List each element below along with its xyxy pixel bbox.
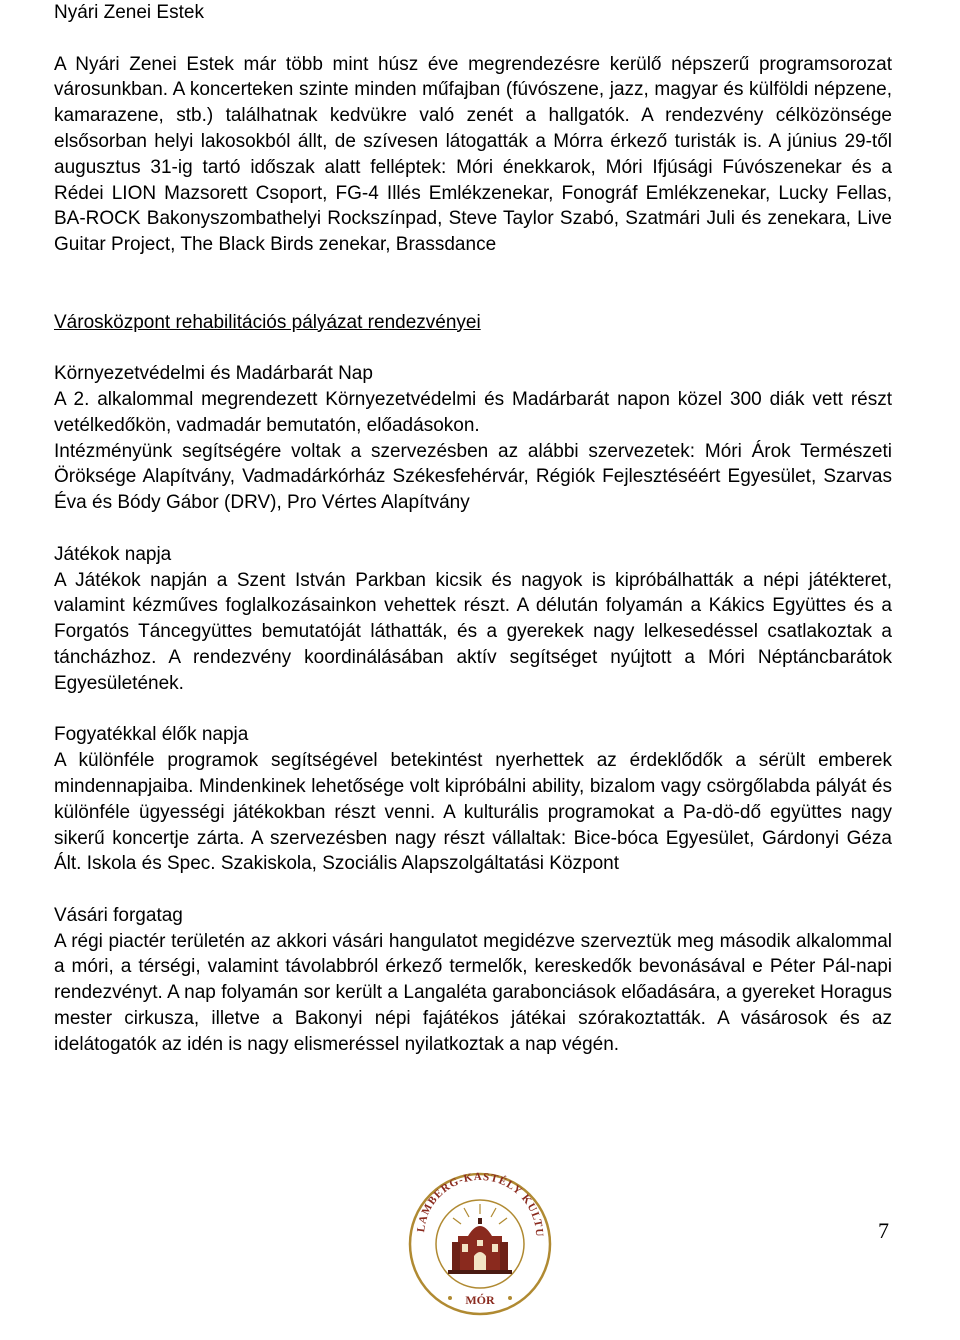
section-title-nyari-zenei-estek: Nyári Zenei Estek: [54, 2, 204, 23]
document-body: [54, 0, 892, 1058]
section-title-fogyatekkal-elok-napja: Fogyatékkal élők napja: [54, 724, 249, 746]
section-title-vasari-forgatag: Vásári forgatag: [54, 904, 183, 926]
section-title-jatekok-napja: Játékok napja: [54, 543, 172, 565]
paragraph-vasari-forgatag: A régi piactér területén az akkori vásári hangulatot megidézve szerveztük meg második alkalommal a móri, a térségi, valamint távolabbról érkező termelők, kereskedők bevonásával e Péter Pál-napi rendezvényt. A nap folyamán sor került a Langaléta garabonciások előadására, a gyereket Horagus mester cirkusza, illetve a Bakonyi népi fajátékos játékai szórakoztatták. A vásárosok és az idelátogatók az idén is nagy elismeréssel nyilatkoztak a nap végén.: [54, 930, 892, 1055]
institution-logo-emblem: [406, 1158, 554, 1334]
logo-ring-text: LAMBERG-KASTÉLY KULTU: [415, 1170, 546, 1238]
page-number: 7: [878, 1218, 889, 1243]
paragraph-kornyezetvedelmi-nap-2: Intézményünk segítségére voltak a szervezésben az alábbi szervezetek: Móri Árok Természeti Öröksége Alapítvány, Vadmadárkórház Székesfehérvár, Régiók Fejlesztéséért Egyesület, Szarvas Éva és Bódy Gábor (DRV), Pro Vértes Alapítvány: [54, 440, 892, 514]
section-title-varoskozpont: Városközpont rehabilitációs pályázat rendezvényei: [54, 311, 481, 333]
paragraph-fogyatekkal-elok-napja: A különféle programok segítségével betekintést nyerhettek az érdeklődők a sérült emberek mindennapjaiba. Mindenkinek lehetősége volt kipróbálni ability, bizalom vagy csörgőlabda pályát és különféle ügyességi játékokban részt venni. A kulturális programokat a Pa-dö-dő együttes nagy sikerű koncertje zárta. A szervezésben nagy részt vállaltak: Bice-bóca Egyesület, Gárdonyi Géza Ált. Iskola és Spec. Szakiskola, Szociális Alapszolgáltatási Központ: [54, 750, 892, 875]
paragraph-jatekok-napja: A Játékok napján a Szent István Parkban kicsik és nagyok is kipróbálhatták a népi játékteret, valamint kézműves foglalkozásainkon vehettek részt. A délután folyamán a Kákics Együttes és a Forgatós Táncegyüttes bemutatóját láthatták, és a gyerekek nagy lelkesedéssel csatlakoztak a táncházhoz. A rendezvény koordinálásában aktív segítséget nyújtott a Móri Néptáncbarátok Egyesületének.: [54, 569, 892, 694]
paragraph-kornyezetvedelmi-nap-1: A 2. alkalommal megrendezett Környezetvédelmi és Madárbarát napon közel 300 diák vett részt vetélkedőkön, vadmadár bemutatón, előadásokon.: [54, 388, 892, 436]
logo-city-text: MÓR: [465, 1293, 495, 1307]
castle-emblem: [448, 1204, 512, 1274]
section-title-kornyezetvedelmi-nap: Környezetvédelmi és Madárbarát Nap: [54, 363, 373, 385]
paragraph-nyari-zenei-estek: A Nyári Zenei Estek már több mint húsz éve megrendezésre kerülő népszerű programsorozat városunkban. A koncerteken szinte minden műfajban (fúvószene, jazz, magyar és külföldi népzene, kamarazene, stb.) találhatnak kedvükre való zenét a hallgatók. A rendezvény célközönsége elsősorban helyi lakosokból állt, de szívesen látogatták a Mórra érkező turisták is. A június 29-től augusztus 31-ig tartó időszak alatt felléptek: Móri énekkarok, Móri Ifjúsági Fúvószenekar és a Rédei LION Mazsorett Csoport, FG-4 Illés Emlékzenekar, Fonográf Emlékzenekar, Lucky Fellas, BA-ROCK Bakonyszombathelyi Rockszínpad, Steve Taylor Szabó, Szatmári Juli és zenekara, Live Guitar Project, The Black Birds zenekar, Brassdance: [54, 53, 892, 256]
